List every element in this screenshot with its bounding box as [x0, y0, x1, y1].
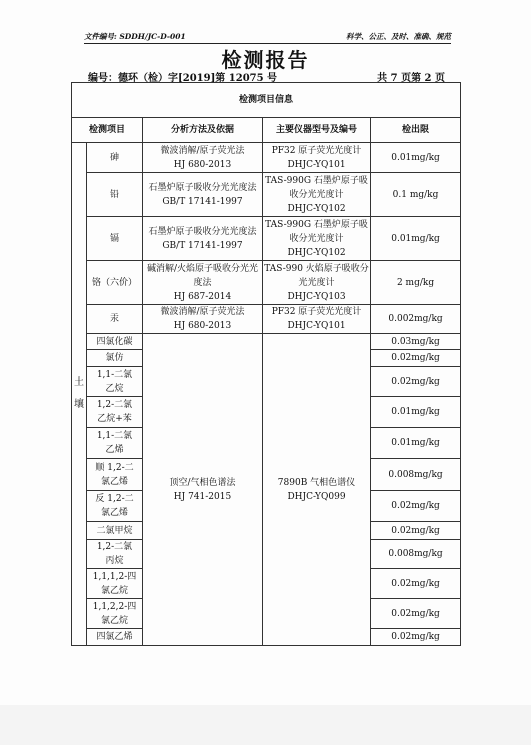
item-cell: 砷 [87, 143, 143, 173]
page-number: 共 7 页第 2 页 [377, 73, 445, 84]
item-cell: 1,1,1,2-四 氯乙烷 [87, 569, 143, 599]
item-cell: 1,1-二氯 乙烯 [87, 428, 143, 459]
method-cell: 微波消解/原子荧光法 HJ 680-2013 [143, 305, 263, 334]
table-row [72, 261, 461, 305]
file-number: 文件编号: SDDH/JC-D-001 [84, 32, 186, 41]
limit-cell: 0.01mg/kg [371, 217, 461, 261]
limit-cell: 0.02mg/kg [371, 569, 461, 599]
item-cell: 1,1-二氯 乙烷 [87, 367, 143, 397]
instrument-cell: TAS-990G 石墨炉原子吸收分光光度计 DHJC-YQ102 [263, 173, 371, 217]
limit-cell: 0.008mg/kg [371, 459, 461, 491]
limit-cell: 0.02mg/kg [371, 491, 461, 522]
limit-cell: 0.02mg/kg [371, 599, 461, 629]
voc-method-cell: 顶空/气相色谱法 HJ 741-2015 [143, 334, 263, 646]
item-cell: 镉 [87, 217, 143, 261]
method-cell: 石墨炉原子吸收分光光度法 GB/T 17141-1997 [143, 173, 263, 217]
item-cell: 铬（六价） [87, 261, 143, 305]
header-item: 检测项目 [72, 118, 143, 143]
motto: 科学、公正、及时、准确、规范 [346, 32, 451, 41]
table-caption: 检测项目信息 [72, 83, 461, 118]
instrument-cell: PF32 原子荧光光度计 DHJC-YQ101 [263, 305, 371, 334]
header-method: 分析方法及依据 [143, 118, 263, 143]
item-cell: 氯仿 [87, 350, 143, 367]
table-row [72, 217, 461, 261]
limit-cell: 0.01mg/kg [371, 397, 461, 428]
instrument-cell: TAS-990 火焰原子吸收分光光度计 DHJC-YQ103 [263, 261, 371, 305]
limit-cell: 0.008mg/kg [371, 540, 461, 569]
detection-items-table [71, 82, 461, 646]
item-cell: 1,1,2,2-四 氯乙烷 [87, 599, 143, 629]
limit-cell: 0.03mg/kg [371, 334, 461, 350]
report-title: 检测报告 [221, 48, 310, 72]
table-row [72, 305, 461, 334]
item-cell: 四氯乙烯 [87, 629, 143, 646]
item-cell: 汞 [87, 305, 143, 334]
limit-cell: 0.02mg/kg [371, 367, 461, 397]
limit-cell: 0.02mg/kg [371, 522, 461, 540]
limit-cell: 0.02mg/kg [371, 350, 461, 367]
limit-cell: 0.01mg/kg [371, 428, 461, 459]
instrument-cell: TAS-990G 石墨炉原子吸收分光光度计 DHJC-YQ102 [263, 217, 371, 261]
item-cell: 反 1,2-二 氯乙烯 [87, 491, 143, 522]
header-limit: 检出限 [371, 118, 461, 143]
voc-instrument-cell: 7890B 气相色谱仪 DHJC-YQ099 [263, 334, 371, 646]
item-cell: 铅 [87, 173, 143, 217]
item-cell: 二氯甲烷 [87, 522, 143, 540]
scan-margin [0, 705, 531, 745]
method-cell: 微波消解/原子荧光法 HJ 680-2013 [143, 143, 263, 173]
limit-cell: 2 mg/kg [371, 261, 461, 305]
table-row [72, 173, 461, 217]
item-cell: 顺 1,2-二 氯乙烯 [87, 459, 143, 491]
limit-cell: 0.02mg/kg [371, 629, 461, 646]
report-number: 编号：德环（检）字[2019]第 12075 号 [88, 73, 278, 84]
method-cell: 碱消解/火焰原子吸收分光光度法 HJ 687-2014 [143, 261, 263, 305]
limit-cell: 0.01mg/kg [371, 143, 461, 173]
table-row [72, 143, 461, 173]
item-cell: 1,2-二氯 丙烷 [87, 540, 143, 569]
header-instrument: 主要仪器型号及编号 [263, 118, 371, 143]
limit-cell: 0.002mg/kg [371, 305, 461, 334]
item-cell: 四氯化碳 [87, 334, 143, 350]
category-cell: 土 壤 [72, 143, 87, 646]
method-cell: 石墨炉原子吸收分光光度法 GB/T 17141-1997 [143, 217, 263, 261]
table-header-row [72, 118, 461, 143]
instrument-cell: PF32 原子荧光光度计 DHJC-YQ101 [263, 143, 371, 173]
item-cell: 1,2-二氯 乙烷+苯 [87, 397, 143, 428]
table-row [72, 334, 461, 350]
limit-cell: 0.1 mg/kg [371, 173, 461, 217]
